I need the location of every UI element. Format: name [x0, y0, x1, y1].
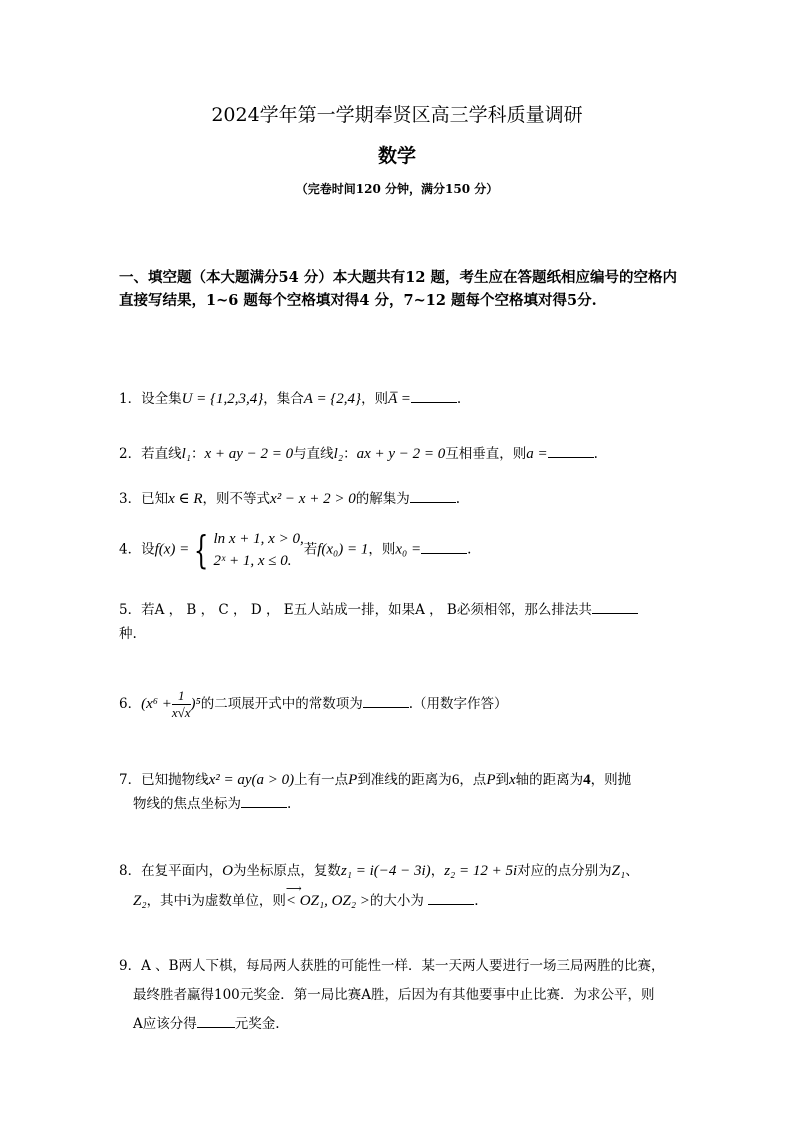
- question-2: [119, 442, 679, 466]
- question-text: 元奖金.: [234, 1016, 280, 1032]
- math-expression: x: [508, 772, 516, 788]
- math-expression: l₂: [333, 446, 344, 462]
- question-text: 若: [303, 541, 318, 558]
- math-expression: )⁵: [190, 696, 201, 712]
- answer-blank[interactable]: [197, 1013, 235, 1028]
- math-expression: z₁ = i(−4 − 3i): [340, 863, 431, 879]
- math-expression: l₁: [181, 446, 191, 462]
- question-text: ，: [430, 863, 445, 879]
- question-text: A应该分得: [133, 1016, 197, 1032]
- question-number: 9．: [119, 958, 142, 974]
- question-number: 4．: [119, 541, 142, 558]
- question-number: 5．: [119, 602, 142, 618]
- question-9: [119, 952, 689, 1039]
- question-text: ，集合: [263, 391, 304, 407]
- question-7: [119, 768, 689, 816]
- question-3: [119, 487, 679, 511]
- math-expression: A = {2,4}: [303, 391, 362, 407]
- question-text: 到: [495, 772, 509, 788]
- question-4: [119, 528, 679, 572]
- math-expression: f(x) =: [154, 541, 190, 558]
- math-expression: x² − x + 2 > 0: [270, 491, 356, 507]
- question-text: .: [593, 446, 598, 462]
- section-instructions: 一、填空题（本大题满分54 分）本大题共有12 题，考生应在答题纸相应编号的空格内直接写结果，1~6 题每个空格填对得4 分，7~12 题每个空格填对得5分.: [119, 269, 677, 309]
- math-expression: P: [348, 772, 358, 788]
- question-text: ：: [343, 446, 357, 462]
- answer-blank[interactable]: [241, 793, 287, 808]
- question-text: 种.: [119, 626, 137, 642]
- question-text: .: [456, 391, 462, 407]
- answer-blank[interactable]: [411, 388, 457, 403]
- question-text: .: [474, 893, 479, 909]
- question-text: A 、B两人下棋，每局两人获胜的可能性一样．某一天两人要进行一场三局两胜的比赛，: [141, 958, 665, 974]
- question-5: [119, 598, 679, 646]
- question-text: 在复平面内，: [141, 863, 223, 879]
- fraction: [172, 688, 191, 721]
- question-text: 物线的焦点坐标为: [133, 796, 241, 812]
- math-expression: x₀ =: [395, 541, 422, 558]
- question-text: ，则不等式: [202, 491, 271, 507]
- question-text: 若A ， B ， C ， D ， E五人站成一排，如果A ， B必须相邻，那么排法共: [141, 602, 592, 618]
- question-number: 8．: [119, 863, 142, 879]
- question-text: 若直线: [141, 446, 182, 462]
- exam-time-note: （完卷时间120 分钟，满分150 分）: [295, 182, 499, 196]
- question-text: ，则: [368, 541, 396, 558]
- piecewise-cases: [213, 528, 303, 572]
- fraction-denominator: x√x: [171, 705, 191, 720]
- math-expression: z₂ = 12 + 5i: [444, 863, 518, 879]
- case-line: 2ˣ + 1, x ≤ 0.: [213, 553, 292, 569]
- subject-heading: 数学: [377, 145, 416, 167]
- answer-blank[interactable]: [363, 693, 409, 708]
- question-6: [119, 688, 679, 721]
- question-text: 互相垂直，则: [445, 446, 527, 462]
- question-text: ，点: [459, 772, 487, 788]
- question-number: 6．: [119, 696, 142, 712]
- math-expression: x² = ay(a > 0): [208, 772, 295, 788]
- question-number: 2．: [119, 446, 142, 462]
- question-number: 3．: [119, 491, 142, 507]
- question-text: 设全集: [141, 391, 182, 407]
- question-text: 到准线的距离为: [357, 772, 452, 788]
- math-expression: O: [222, 863, 233, 879]
- question-8: [119, 856, 689, 916]
- question-text: 轴的距离为: [515, 772, 584, 788]
- left-brace: {: [194, 528, 209, 572]
- question-1: [119, 387, 679, 411]
- math-expression: ax + y − 2 = 0: [356, 446, 446, 462]
- question-number: 7．: [119, 772, 142, 788]
- question-text: .: [467, 541, 472, 558]
- question-text: .（用数字作答）: [408, 696, 508, 712]
- question-text: ，其中i为虚数单位，则: [146, 893, 286, 909]
- answer-blank[interactable]: [428, 890, 474, 905]
- math-expression: 4: [583, 772, 591, 788]
- question-text: 最终胜者赢得100元奖金．第一局比赛A胜，后因为有其他要事中止比赛．为求公平，则: [133, 987, 655, 1003]
- math-expression: Z₂: [133, 893, 147, 909]
- question-text: 与直线: [293, 446, 334, 462]
- question-text: ：: [190, 446, 205, 462]
- question-text: 对应的点分别为: [517, 863, 612, 879]
- question-text: 上有一点: [294, 772, 349, 788]
- question-text: 的解集为: [355, 491, 410, 507]
- math-expression: Z₁: [611, 863, 626, 879]
- math-expression: a =: [526, 446, 548, 462]
- vector-angle-expression: ⟶ < OZ₁, OZ₂ >: [286, 886, 370, 916]
- fraction-numerator: 1: [172, 688, 191, 705]
- question-text: 、: [625, 863, 639, 879]
- math-expression: A̅ =: [388, 391, 411, 407]
- question-text: 已知抛物线: [141, 772, 209, 788]
- question-text: 已知: [141, 491, 169, 507]
- question-text: .: [455, 491, 461, 507]
- math-expression: x + ay − 2 = 0: [204, 446, 294, 462]
- math-expression: P: [486, 772, 496, 788]
- question-text: ，则抛: [590, 772, 632, 788]
- case-line: ln x + 1, x > 0,: [213, 531, 304, 547]
- question-text: 为坐标原点，复数: [232, 863, 341, 879]
- answer-blank[interactable]: [548, 443, 594, 458]
- answer-blank[interactable]: [410, 488, 456, 503]
- math-expression: x ∈ R: [168, 491, 203, 507]
- exam-title: 2024学年第一学期奉贤区高三学科质量调研: [211, 104, 583, 126]
- question-text: 的大小为: [369, 893, 424, 909]
- question-text: ，则: [361, 391, 389, 407]
- question-text: .: [287, 796, 292, 812]
- math-expression: (x⁶ +: [141, 696, 172, 712]
- question-number: 1．: [119, 391, 142, 407]
- math-expression: U = {1,2,3,4}: [181, 391, 264, 407]
- question-text: 的二项展开式中的常数项为: [200, 696, 363, 712]
- question-text: 设: [141, 541, 155, 558]
- math-expression: f(x₀) = 1: [317, 541, 369, 558]
- answer-blank[interactable]: [421, 539, 467, 554]
- math-expression: 6: [451, 772, 460, 788]
- answer-blank[interactable]: [592, 599, 638, 614]
